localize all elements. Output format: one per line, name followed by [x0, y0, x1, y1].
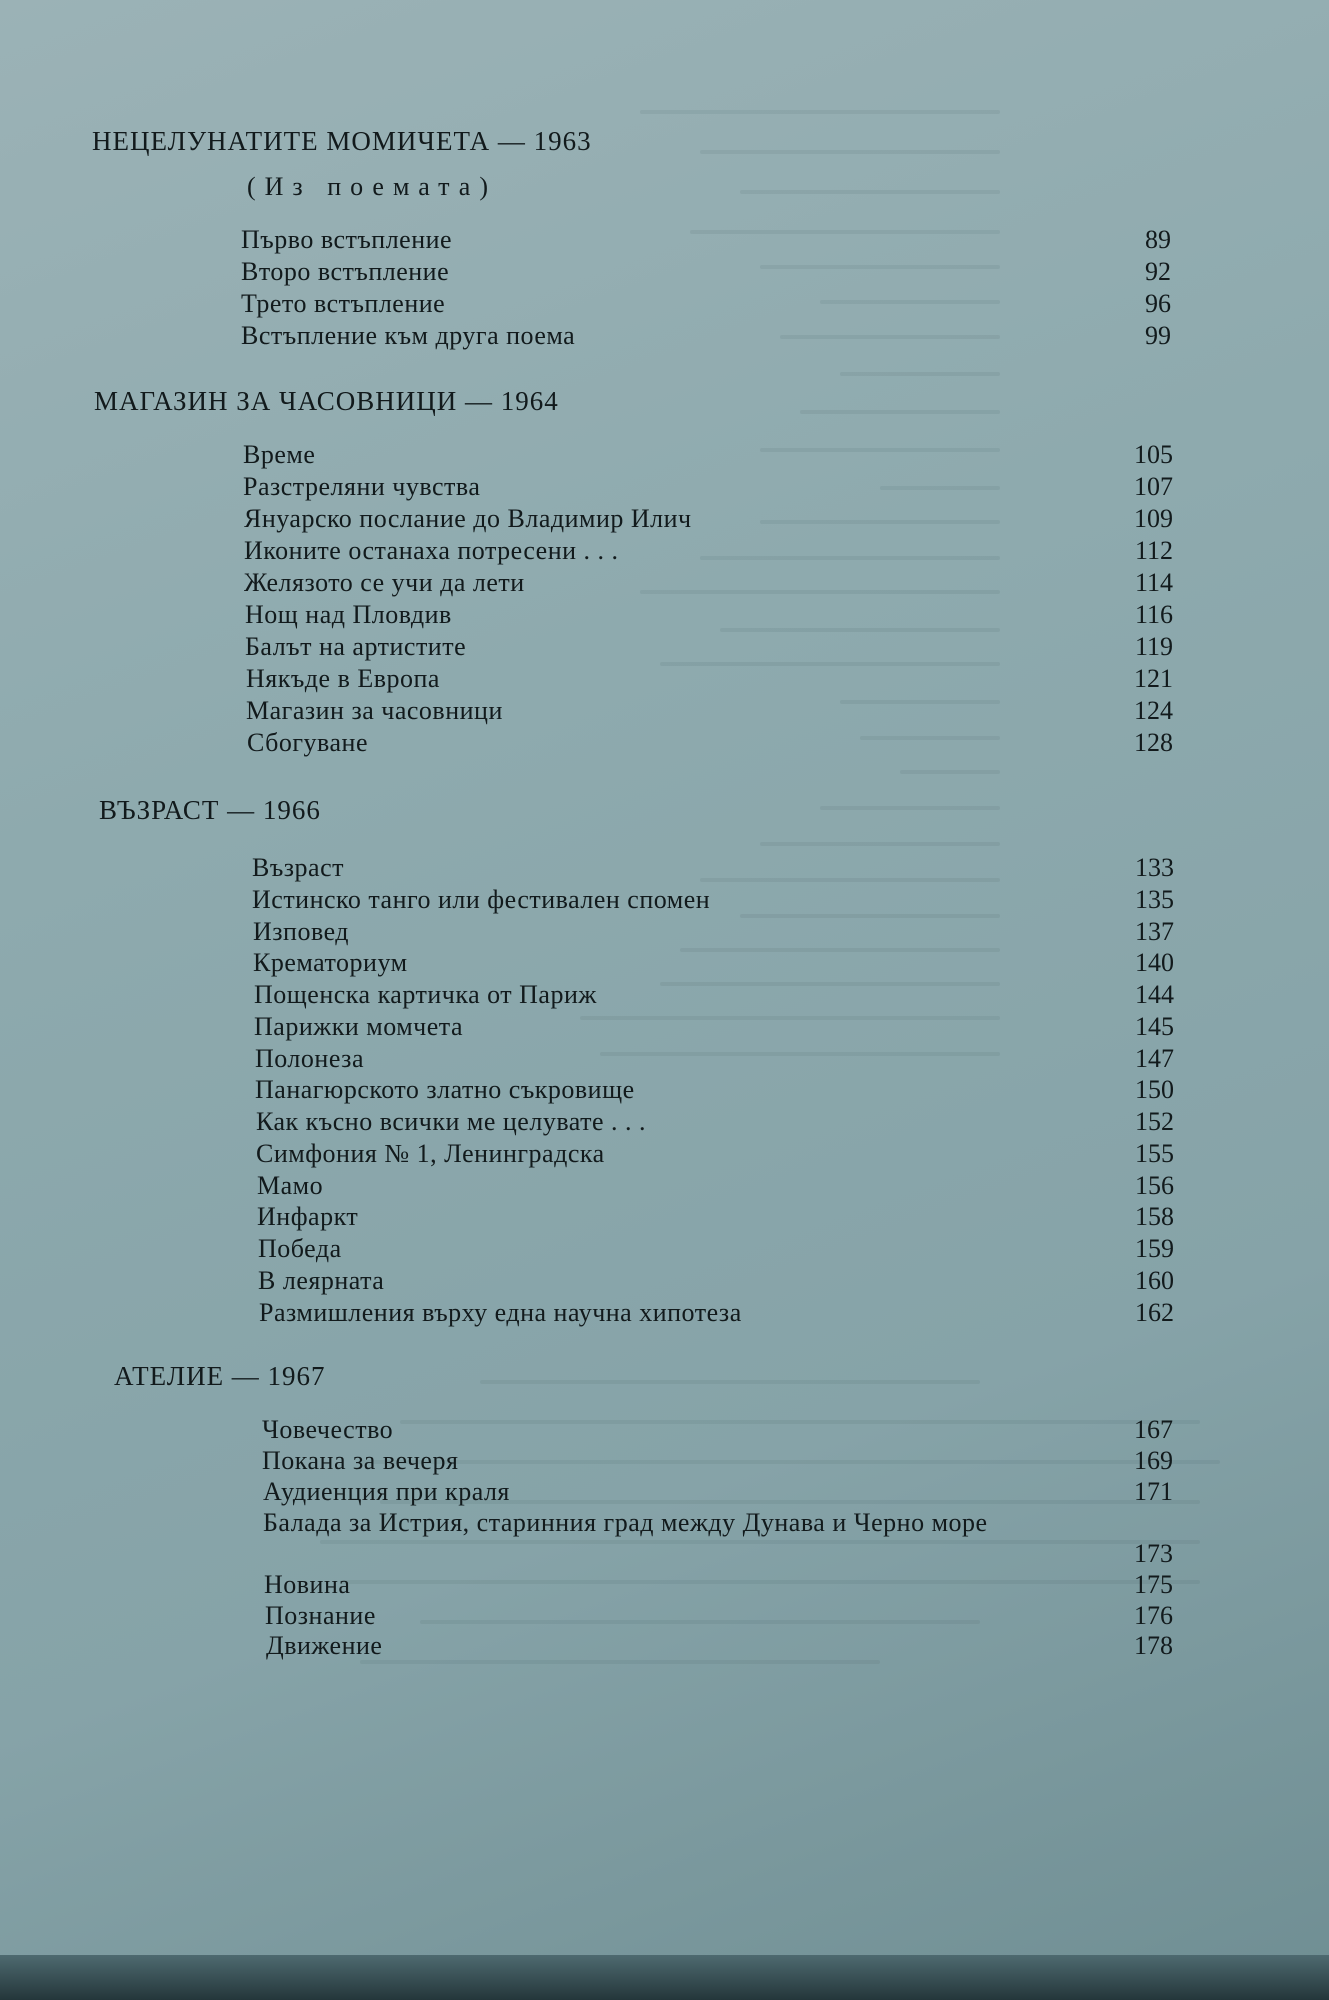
bleed-through-line: [840, 372, 1000, 376]
toc-entry[interactable]: [241, 224, 1171, 255]
toc-entry[interactable]: [244, 503, 1173, 534]
entry-page: 173: [1134, 1539, 1173, 1568]
entry-page: 152: [1135, 1107, 1174, 1136]
entry-page: 105: [1134, 440, 1173, 469]
entry-title: Януарско послание до Владимир Илич: [244, 504, 692, 533]
bleed-through-line: [760, 842, 1000, 846]
entry-page: 99: [1145, 321, 1171, 350]
entry-page: 133: [1135, 853, 1174, 882]
entry-page: 109: [1134, 504, 1173, 533]
toc-entry[interactable]: [241, 288, 1171, 319]
toc-entry[interactable]: [264, 1569, 1173, 1600]
section-heading: НЕЦЕЛУНАТИТЕ МОМИЧЕТА — 1963: [92, 126, 592, 156]
toc-entry[interactable]: [246, 695, 1173, 726]
entry-title: Изповед: [253, 917, 350, 946]
entry-title: Парижки момчета: [254, 1012, 463, 1041]
toc-entry[interactable]: [247, 727, 1173, 758]
toc-entry[interactable]: [241, 256, 1171, 287]
toc-entry[interactable]: [263, 1507, 1173, 1569]
entry-title: Пощенска картичка от Париж: [254, 980, 597, 1009]
entry-title: Как късно всички ме целувате . . .: [256, 1107, 647, 1136]
entry-page: 112: [1134, 536, 1173, 565]
entry-page: 167: [1134, 1415, 1173, 1444]
entry-page: 89: [1145, 225, 1171, 254]
toc-entry[interactable]: [246, 663, 1173, 694]
entry-page: 128: [1134, 728, 1173, 757]
toc-entry[interactable]: [258, 1265, 1174, 1296]
toc-entry[interactable]: [256, 1106, 1174, 1137]
entry-title: Време: [243, 440, 316, 469]
entry-title: Полонеза: [255, 1044, 364, 1073]
entry-title: Иконите останаха потресени . . .: [244, 536, 619, 565]
entry-page: 169: [1134, 1446, 1173, 1475]
entry-page: 159: [1135, 1234, 1174, 1263]
entry-page: 175: [1134, 1570, 1173, 1599]
section-heading: АТЕЛИЕ — 1967: [114, 1361, 326, 1391]
entry-page: 145: [1135, 1012, 1174, 1041]
entry-page: 147: [1135, 1044, 1174, 1073]
entry-page: 114: [1134, 568, 1173, 597]
toc-entry[interactable]: [243, 471, 1173, 502]
entry-title: В леярната: [258, 1266, 385, 1295]
toc-entry[interactable]: [252, 884, 1174, 915]
entry-page: 150: [1135, 1075, 1174, 1104]
toc-entry[interactable]: [252, 852, 1174, 883]
bleed-through-line: [480, 1380, 980, 1384]
section-heading: МАГАЗИН ЗА ЧАСОВНИЦИ — 1964: [94, 386, 559, 416]
toc-entry[interactable]: [243, 439, 1173, 470]
entry-page: 124: [1134, 696, 1173, 725]
entry-page: 116: [1134, 600, 1173, 629]
entry-title: Движение: [266, 1631, 383, 1660]
entry-page: 178: [1134, 1631, 1173, 1660]
entry-title: Балада за Истрия, старинния град между Дунава и Черно море: [263, 1508, 988, 1537]
entry-title: Покана за вечеря: [262, 1446, 459, 1475]
toc-entry[interactable]: [265, 1600, 1173, 1631]
entry-title: Панагюрското златно съкровище: [255, 1075, 635, 1104]
entry-title: Човечество: [262, 1415, 394, 1444]
toc-entry[interactable]: [255, 1043, 1174, 1074]
entry-page: 140: [1135, 948, 1174, 977]
toc-entry[interactable]: [255, 1074, 1174, 1105]
toc-entry[interactable]: [266, 1630, 1173, 1661]
entry-page: 171: [1134, 1477, 1173, 1506]
toc-entry[interactable]: [253, 947, 1174, 978]
entry-page: 162: [1135, 1298, 1174, 1327]
entry-title: Магазин за часовници: [246, 696, 503, 725]
toc-entry[interactable]: [254, 1011, 1174, 1042]
toc-entry[interactable]: [262, 1414, 1173, 1445]
entry-title: Сбогуване: [247, 728, 368, 757]
entry-title: Мамо: [257, 1171, 324, 1200]
page-edge-shadow: [0, 1955, 1329, 2000]
entry-page: 135: [1135, 885, 1174, 914]
entry-title: Новина: [264, 1570, 351, 1599]
section-heading: ВЪЗРАСТ — 1966: [99, 795, 321, 825]
entry-title: Победа: [258, 1234, 342, 1263]
entry-title: Трето встъпление: [241, 289, 446, 318]
entry-title: Желязото се учи да лети: [244, 568, 525, 597]
toc-entry[interactable]: [258, 1233, 1174, 1264]
toc-entry[interactable]: [253, 916, 1174, 947]
entry-title: Крематориум: [253, 948, 408, 977]
entry-page: 144: [1135, 980, 1174, 1009]
entry-title: Встъпление към друга поема: [241, 321, 576, 350]
bleed-through-line: [700, 150, 1000, 154]
entry-page: 107: [1134, 472, 1173, 501]
entry-page: 96: [1145, 289, 1171, 318]
toc-entry[interactable]: [262, 1445, 1173, 1476]
toc-entry[interactable]: [254, 979, 1174, 1010]
entry-title: Инфаркт: [257, 1202, 359, 1231]
toc-entry[interactable]: [257, 1170, 1174, 1201]
entry-title: Някъде в Европа: [246, 664, 440, 693]
entry-title: Балът на артистите: [245, 632, 467, 661]
entry-title: Второ встъпление: [241, 257, 450, 286]
bleed-through-line: [900, 770, 1000, 774]
entry-title: Аудиенция при краля: [263, 1477, 510, 1506]
toc-entry[interactable]: [241, 320, 1171, 351]
bleed-through-line: [640, 110, 1000, 114]
section-subheading: (Из поемата): [247, 172, 497, 201]
entry-page: 158: [1135, 1202, 1174, 1231]
entry-page: 176: [1134, 1601, 1173, 1630]
toc-entry[interactable]: [257, 1201, 1174, 1232]
toc-entry[interactable]: [259, 1297, 1174, 1328]
bleed-through-line: [820, 806, 1000, 810]
entry-title: Размишления върху една научна хипотеза: [259, 1298, 742, 1327]
entry-title: Първо встъпление: [241, 225, 453, 254]
toc-entry[interactable]: [245, 631, 1173, 662]
entry-page: 137: [1135, 917, 1174, 946]
bleed-through-line: [740, 190, 1000, 194]
entry-title: Познание: [265, 1601, 376, 1630]
entry-page: 92: [1145, 257, 1171, 286]
entry-page: 121: [1134, 664, 1173, 693]
entry-title: Симфония № 1, Ленинградска: [256, 1139, 605, 1168]
toc-entry[interactable]: [256, 1138, 1174, 1169]
entry-title: Нощ над Пловдив: [245, 600, 452, 629]
entry-title: Истинско танго или фестивален спомен: [252, 885, 711, 914]
toc-entry[interactable]: [245, 599, 1173, 630]
entry-title: Възраст: [252, 853, 344, 882]
entry-page: 119: [1134, 632, 1173, 661]
bleed-through-line: [800, 410, 1000, 414]
entry-title: Разстреляни чувства: [243, 472, 481, 501]
toc-entry[interactable]: [263, 1476, 1173, 1507]
entry-page: 155: [1135, 1139, 1174, 1168]
toc-entry[interactable]: [244, 535, 1173, 566]
toc-entry[interactable]: [244, 567, 1173, 598]
entry-page: 156: [1135, 1171, 1174, 1200]
entry-page: 160: [1135, 1266, 1174, 1295]
